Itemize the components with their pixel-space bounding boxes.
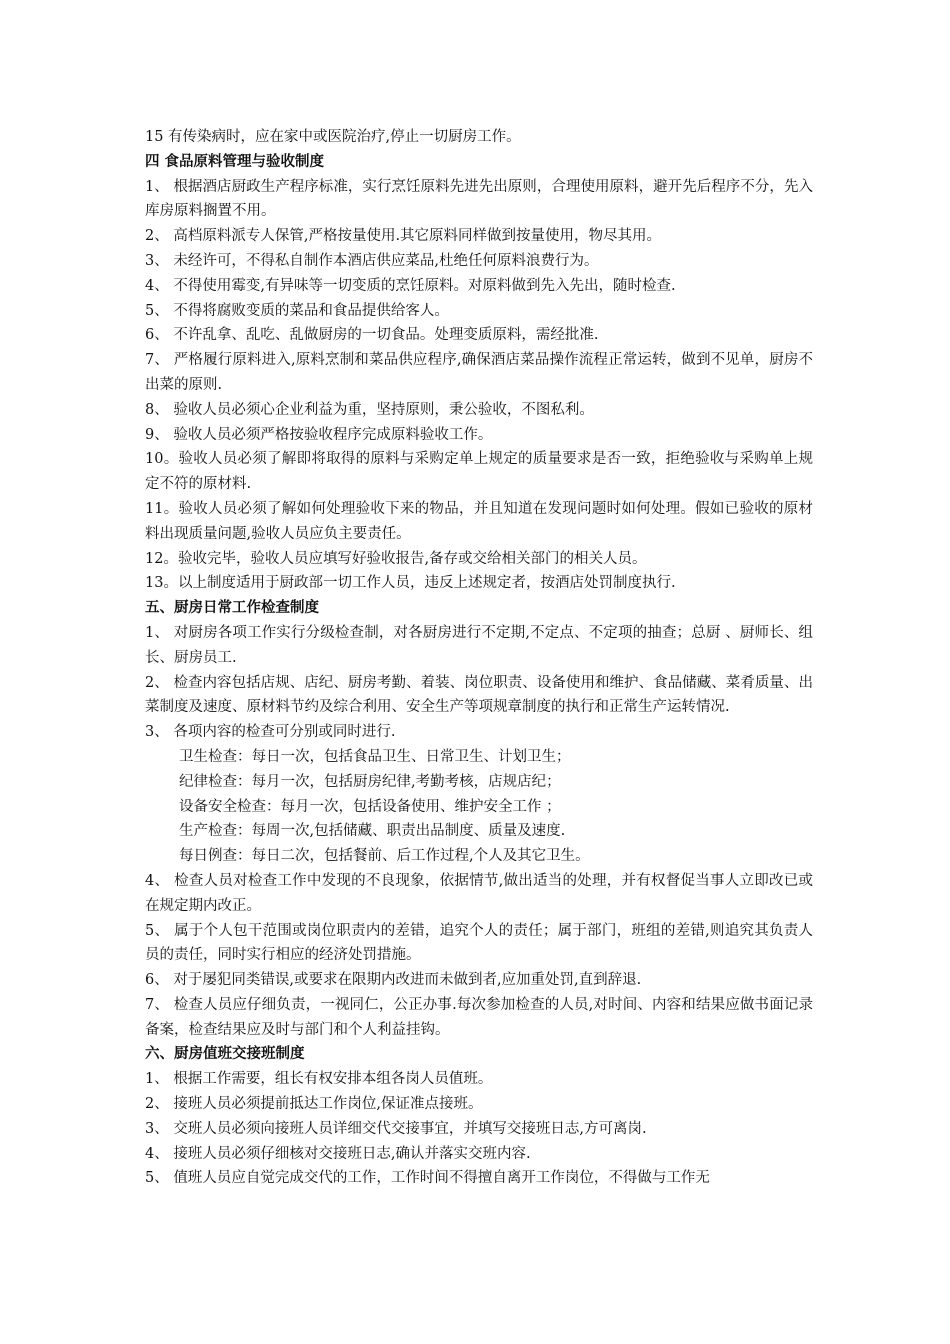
text-line: 13。以上制度适用于厨政部一切工作人员，违反上述规定者，按酒店处罚制度执行. [145, 575, 676, 592]
indented-line: 设备安全检查：每月一次，包括设备使用、维护安全工作 ； [179, 798, 561, 815]
text-line: 4、 不得使用霉变,有异味等一切变质的烹饪原料。对原料做到先入先出，随时检查. [145, 277, 676, 294]
text-line: 7、 严格履行原料进入,原料烹制和菜品供应程序,确保酒店菜品操作流程正常运转，做到不见单，厨房不出菜的原则. [145, 352, 813, 393]
text-line: 5、 值班人员应自觉完成交代的工作，工作时间不得擅自离开工作岗位，不得做与工作无 [145, 1170, 710, 1187]
indented-line: 生产检查：每周一次,包括储藏、职责出品制度、质量及速度. [179, 823, 566, 840]
text-line: 11。验收人员必须了解如何处理验收下来的物品，并且知道在发现问题时如何处理。假如已验收的原材料出现质量问题,验收人员应负主要责任。 [145, 500, 813, 542]
text-line: 1、 根据工作需要，组长有权安排本组各岗人员值班。 [145, 1071, 493, 1088]
text-line: 3、 交班人员必须向接班人员详细交代交接事宜，并填写交接班日志,方可离岗. [145, 1120, 647, 1137]
document-page [145, 125, 813, 1191]
text-line: 5、 属于个人包干范围或岗位职责内的差错，追究个人的责任；属于部门，班组的差错,则追究其负责人员的责任，同时实行相应的经济处罚措施。 [145, 922, 813, 964]
text-line: 4、 检查人员对检查工作中发现的不良现象，依据情节,做出适当的处理，并有权督促当事人立即改已或在规定期内改正。 [145, 872, 813, 914]
text-line: 3、 未经许可，不得私自制作本酒店供应菜品,杜绝任何原料浪费行为。 [145, 252, 599, 269]
section-heading-4: 四 食品原料管理与验收制度 [145, 153, 325, 170]
text-line: 3、 各项内容的检查可分别或同时进行. [145, 724, 396, 741]
text-line: 6、 不许乱拿、乱吃、乱做厨房的一切食品。处理变质原料，需经批准. [145, 327, 599, 344]
text-line: 4、 接班人员必须仔细核对交接班日志,确认并落实交班内容. [145, 1145, 531, 1162]
indented-line: 每日例查：每日二次，包括餐前、后工作过程,个人及其它卫生。 [179, 848, 590, 865]
text-line: 2、 接班人员必须提前抵达工作岗位,保证准点接班。 [145, 1096, 483, 1113]
indented-line: 纪律检查：每月一次，包括厨房纪律,考勤考核，店规店纪； [179, 773, 561, 790]
text-line: 2、 高档原料派专人保管,严格按量使用.其它原料同样做到按量使用，物尽其用。 [145, 228, 662, 245]
text-line: 15 有传染病时，应在家中或医院治疗,停止一切厨房工作。 [145, 129, 521, 145]
text-line: 9、 验收人员必须严格按验收程序完成原料验收工作。 [145, 426, 493, 443]
text-line: 12。验收完毕，验收人员应填写好验收报告,备存或交给相关部门的相关人员。 [145, 550, 647, 567]
indented-line: 卫生检查：每日一次，包括食品卫生、日常卫生、计划卫生； [179, 748, 571, 765]
text-line: 6、 对于屡犯同类错误,或要求在限期内改进而未做到者,应加重处罚,直到辞退. [145, 972, 642, 989]
text-line: 7、 检查人员应仔细负责，一视同仁，公正办事.每次参加检查的人员,对时间、内容和结果应做书面记录备案，检查结果应及时与部门和个人利益挂钩。 [145, 996, 813, 1038]
section-heading-5: 五、厨房日常工作检查制度 [145, 600, 319, 617]
text-line: 8、 验收人员必须心企业利益为重，坚持原则，秉公验收，不图私利。 [145, 401, 594, 418]
section-heading-6: 六、厨房值班交接班制度 [145, 1046, 305, 1063]
text-line: 5、 不得将腐败变质的菜品和食品提供给客人。 [145, 302, 449, 319]
text-line: 1、 根据酒店厨政生产程序标准，实行烹饪原料先进先出原则，合理使用原料，避开先后程序不分，先入库房原料搁置不用。 [145, 178, 813, 220]
text-line: 2、 检查内容包括店规、店纪、厨房考勤、着装、岗位职责、设备使用和维护、食品储藏、菜肴质量、出菜制度及速度、原材料节约及综合利用、安全生产等项规章制度的执行和正常生产运转情况. [145, 674, 813, 716]
text-line: 1、 对厨房各项工作实行分级检查制，对各厨房进行不定期,不定点、不定项的抽查；总厨 、厨师长、组长、厨房员工. [145, 624, 813, 666]
text-line: 10。验收人员必须了解即将取得的原料与采购定单上规定的质量要求是否一致，拒绝验收与采购单上规定不符的原材料. [145, 451, 813, 493]
